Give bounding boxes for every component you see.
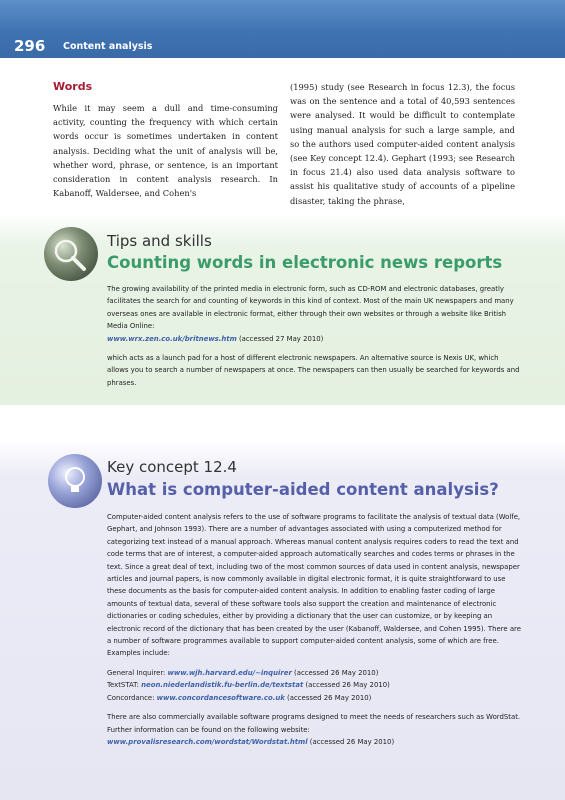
tips-link-britnews[interactable]: www.wrx.zen.co.uk/britnews.htm	[107, 334, 237, 343]
words-left-column	[53, 80, 278, 200]
example-general-inquirer: General Inquirer: www.wjh.harvard.edu/~inquirer (accessed 26 May 2010)	[107, 668, 379, 677]
words-right-text: (1995) study (see Research in focus 12.3), the focus was on the sentence and a total of 40,593 sentences were analysed. It would be difficult to contemplate using manual analysis for such a large sample, and so the authors used computer-aided content analysis (see Key concept 12.4). Gephart (1993; see Research in focus 21.4) also used data analysis software to assist his qualitative study of accounts of a pipeline disaster, taking the phrase,	[290, 82, 515, 206]
section-heading-words: Words	[53, 80, 93, 93]
key-para-2: There are also commercially available software programs designed to meet the needs of researchers such as WordStat. Further information can be found on the following website: www.provalisresearch.com/wordstat/Wordstat.html (accessed 26 May 2010)	[107, 713, 521, 746]
link-concordance[interactable]: www.concordancesoftware.co.uk	[156, 693, 285, 702]
example-concordance: Concordance: www.concordancesoftware.co.uk (accessed 26 May 2010)	[107, 693, 372, 702]
tips-and-skills-box	[0, 213, 565, 405]
lightbulb-icon	[48, 454, 102, 508]
page-header	[0, 0, 565, 58]
tips-kicker: Tips and skills	[107, 232, 212, 250]
example-textstat: TextSTAT: neon.niederlandistik.fu-berlin.de/textstat (accessed 26 May 2010)	[107, 681, 390, 690]
link-wordstat[interactable]: www.provalisresearch.com/wordstat/Wordstat.html	[107, 737, 308, 746]
words-left-text: While it may seem a dull and time-consuming activity, counting the frequency with which certain words occur is sometimes undertaken in content analysis. Deciding what the unit of analysis will be, whether word, phrase, or sentence, is an important consideration in content analysis research. In Kabanoff, Waldersee, and Cohen's	[53, 103, 278, 199]
link-general-inquirer[interactable]: www.wjh.harvard.edu/~inquirer	[167, 668, 292, 677]
running-title: Content analysis	[63, 41, 153, 52]
magnifier-globe-icon	[44, 227, 98, 281]
tips-para-1: The growing availability of the printed media in electronic form, such as CD-ROM and electronic databases, greatly facilitates the search for and counting of keywords in this kind of context. Most of the main UK newspapers and many overseas ones are available in electronic format, either through their own websites or through a website like British Media Online: www.wrx.zen.co.uk/britnews.htm (accessed 27 May 2010)	[107, 285, 514, 343]
tips-para-2: which acts as a launch pad for a host of different electronic newspapers. An alternative source is Nexis UK, which allows you to search a number of newspapers at once. The newspapers can then usually be searched for keywords and phrases.	[107, 354, 520, 387]
tips-body	[107, 283, 522, 396]
key-para-1: Computer-aided content analysis refers to the use of software programs to facilitate the analysis of textual data (Wolfe, Gephart, and Johnson 1993). There are a number of advantages associated with using a computerized method for categorizing text instead of a manual approach. Whereas manual content analysis requires coders to read the text and code terms that are of interest, a computer-aided approach automatically searches and codes terms or phrases in the text. Since a great deal of text, including two of the most common sources of data used in content analysis, newspaper articles and journal papers, is now commonly available in digital electronic format, it is quite straightforward to use these documents as the basis for computer-aided content analysis. In addition to enabling faster coding of large amounts of textual data, several of these software tools also support the creation and maintenance of electronic dictionaries or coding schedules, either by providing a dictionary that the user can customize, or by keeping an electronic record of the dictionary that has been created by the user (Kabanoff, Waldersee, and Cohen 1995). There are a number of software programmes available to support computer-aided content analysis, some of which are free. Examples include:	[107, 513, 521, 658]
link-textstat[interactable]: neon.niederlandistik.fu-berlin.de/textstat	[141, 681, 304, 690]
key-title: What is computer-aided content analysis?	[107, 480, 499, 499]
key-examples	[107, 667, 522, 704]
key-kicker: Key concept 12.4	[107, 458, 237, 476]
words-right-column	[290, 80, 515, 208]
key-body	[107, 511, 522, 755]
page-number: 296	[14, 37, 46, 55]
key-concept-box	[0, 440, 565, 800]
tips-title: Counting words in electronic news reports	[107, 253, 503, 272]
